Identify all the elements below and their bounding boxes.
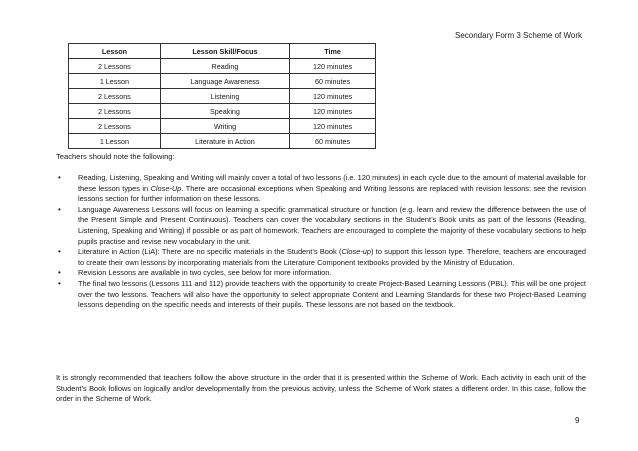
cell-skill: Writing — [160, 119, 289, 134]
cell-time: 120 minutes — [290, 104, 376, 119]
bullet-icon: • — [58, 268, 61, 278]
cell-time: 60 minutes — [290, 134, 376, 149]
column-header-lesson: Lesson — [69, 44, 161, 59]
bullet-icon: • — [58, 204, 61, 214]
cell-skill: Listening — [160, 89, 289, 104]
lesson-table — [68, 43, 376, 149]
notes-intro: Teachers should note the following: — [56, 152, 175, 161]
list-item: • Literature in Action (LiA): There are no specific materials in the Student’s Book (Close-up) to support this lesson type. Therefore, teachers are encouraged to create their own lessons by incorporating materials from the Literature Component textbooks provided by the Ministry of Education. — [58, 247, 586, 267]
cell-time: 120 minutes — [290, 89, 376, 104]
cell-lesson: 1 Lesson — [69, 74, 161, 89]
table-row — [69, 74, 376, 89]
cell-skill: Language Awareness — [160, 74, 289, 89]
table-row — [69, 104, 376, 119]
cell-lesson: 2 Lessons — [69, 119, 161, 134]
list-item: • Reading, Listening, Speaking and Writing will mainly cover a total of two lessons (i.e. 120 minutes) in each cycle due to the amount of material available for these lesson types in Close-Up. There are occasional exceptions when Speaking and Writing lessons are replaced with revision lessons: see the revision lessons section for further information on these lessons. — [58, 173, 586, 204]
list-item: • The final two lessons (Lessons 111 and 112) provide teachers with the opportunity to create Project-Based Learning Lessons (PBL). This will be one project over the two lessons. Teachers will also have the opportunity to select appropriate Content and Learning Standards for these two Project-Based Learning lessons depending on the specific needs and interests of their pupils. These lessons are not based on the textbook. — [58, 278, 586, 310]
cell-skill: Literature in Action — [160, 134, 289, 149]
page-header: Secondary Form 3 Scheme of Work — [454, 31, 582, 40]
bullet-icon: • — [58, 278, 61, 288]
closing-paragraph: It is strongly recommended that teachers follow the above structure in the order that it is presented within the Scheme of Work. Each activity in each unit of the Student’s Book follows on logically and/or developmentally from the previous activity, unless the Scheme of Work states a different order. In this case, follow the order in the Scheme of Work. — [56, 373, 586, 404]
page-number: 9 — [575, 416, 580, 425]
list-item: • Revision Lessons are available in two cycles, see below for more information. — [58, 268, 332, 278]
cell-skill: Reading — [160, 59, 289, 74]
cell-lesson: 2 Lessons — [69, 59, 161, 74]
cell-skill: Speaking — [160, 104, 289, 119]
table-row — [69, 59, 376, 74]
cell-time: 60 minutes — [290, 74, 376, 89]
table-row — [69, 119, 376, 134]
table-header-row — [69, 44, 376, 59]
table-row — [69, 134, 376, 149]
table-row — [69, 89, 376, 104]
cell-time: 120 minutes — [290, 59, 376, 74]
list-item: • Language Awareness Lessons will focus on learning a specific grammatical structure or function (e.g. learn and review the difference between the use of the Present Simple and Present Continuous). Teachers can cover the vocabulary sections in the Student’s Book units as part of the lessons (Reading, Listening, Speaking and Writing) if possible or as part of homework. Teachers are encouraged to complete the majority of these vocabulary sections to help pupils practise and revise new vocabulary in the unit. — [58, 204, 586, 246]
cell-lesson: 2 Lessons — [69, 89, 161, 104]
column-header-skill: Lesson Skill/Focus — [160, 44, 289, 59]
bullet-icon: • — [58, 247, 61, 257]
cell-lesson: 2 Lessons — [69, 104, 161, 119]
cell-lesson: 1 Lesson — [69, 134, 161, 149]
notes-list — [56, 173, 586, 311]
bullet-icon: • — [58, 173, 61, 182]
cell-time: 120 minutes — [290, 119, 376, 134]
column-header-time: Time — [290, 44, 376, 59]
